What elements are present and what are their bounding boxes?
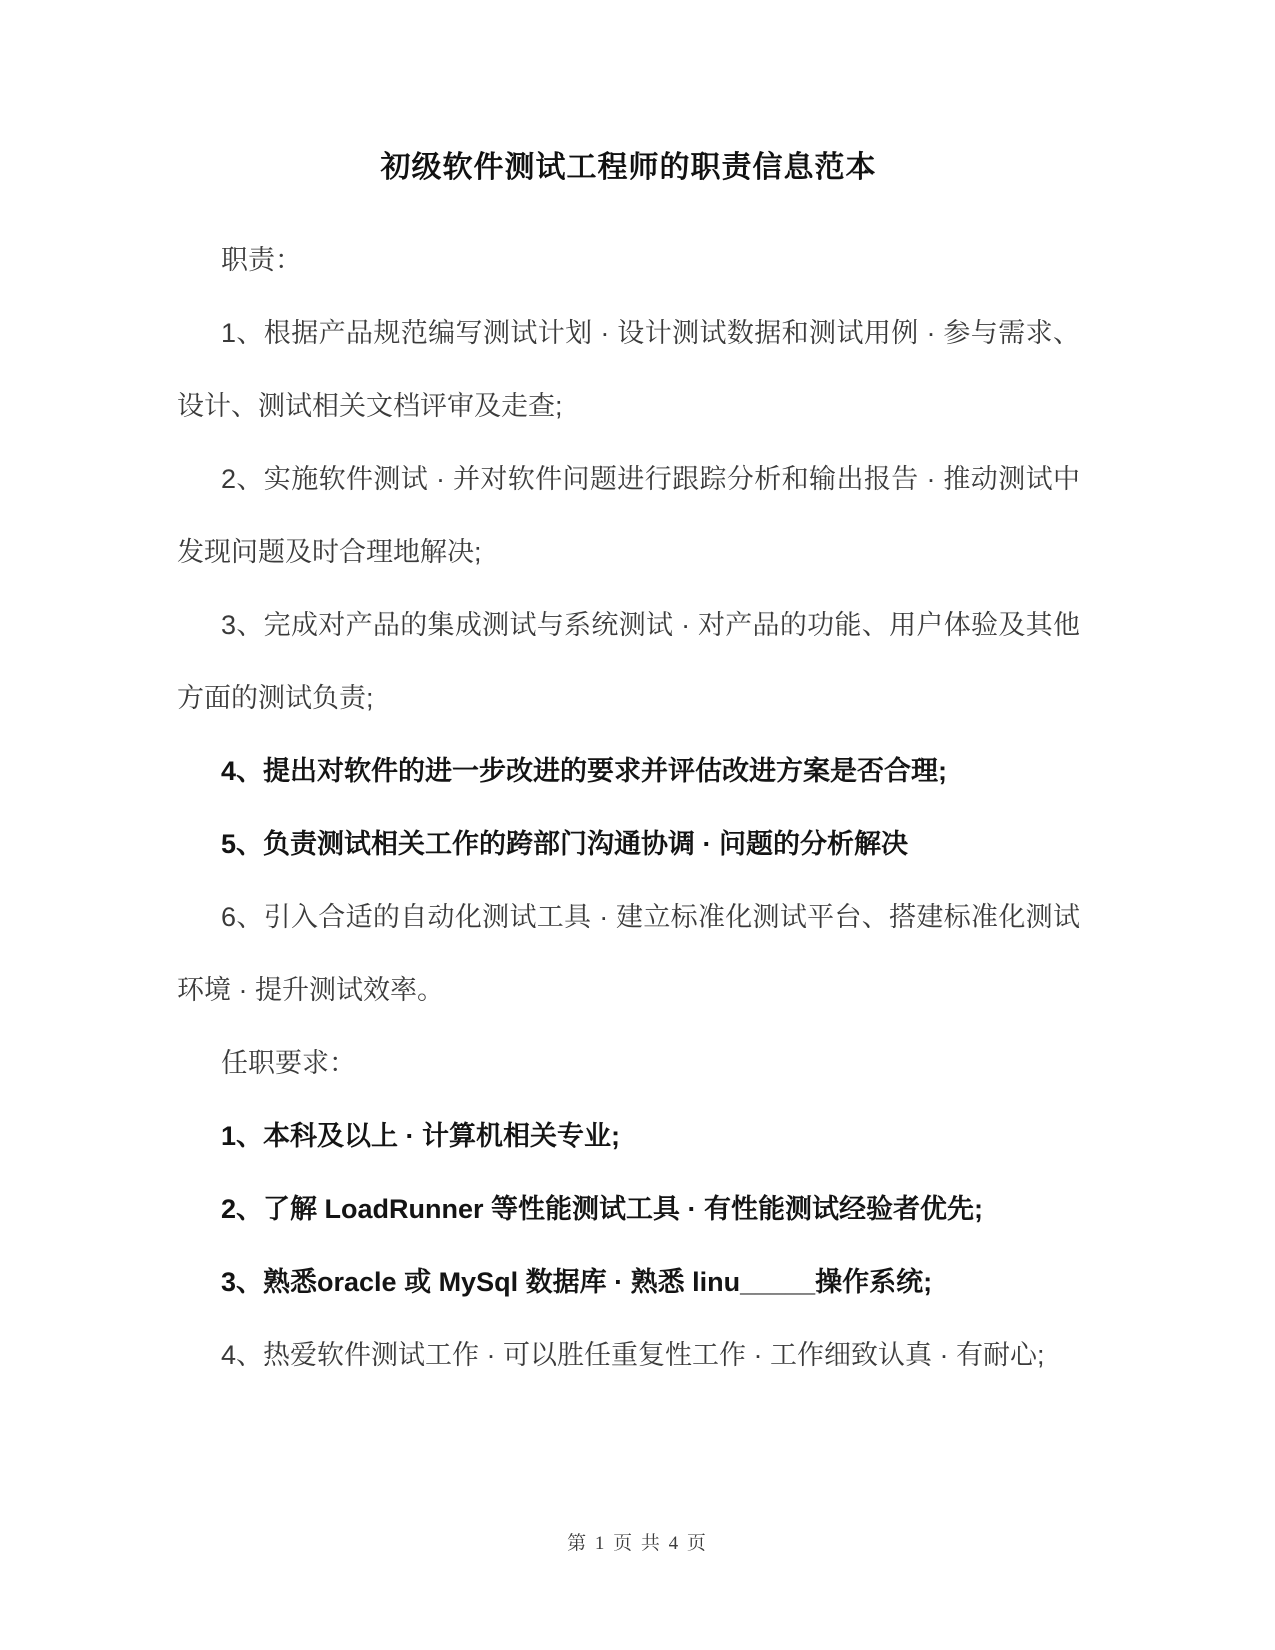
responsibility-item-2: 2、实施软件测试 · 并对软件问题进行跟踪分析和输出报告 · 推动测试中发现问题及时合理地解决; bbox=[177, 464, 1080, 567]
page-title: 初级软件测试工程师的职责信息范本 bbox=[380, 151, 877, 184]
responsibility-item-5: 5、负责测试相关工作的跨部门沟通协调 · 问题的分析解决 bbox=[221, 829, 909, 859]
responsibility-item-6: 6、引入合适的自动化测试工具 · 建立标准化测试平台、搭建标准化测试环境 · 提升测试效率。 bbox=[177, 902, 1080, 1005]
requirement-item-3: 3、熟悉oracle 或 MySql 数据库 · 熟悉 linu_____操作系统; bbox=[221, 1267, 933, 1297]
page-number-footer: 第 1 页 共 4 页 bbox=[567, 1533, 708, 1554]
requirements-label: 任职要求： bbox=[221, 1048, 356, 1078]
responsibility-item-3: 3、完成对产品的集成测试与系统测试 · 对产品的功能、用户体验及其他方面的测试负责; bbox=[177, 610, 1080, 713]
responsibilities-label: 职责： bbox=[221, 245, 302, 275]
requirement-item-4: 4、热爱软件测试工作 · 可以胜任重复性工作 · 工作细致认真 · 有耐心; bbox=[221, 1340, 1045, 1370]
requirement-item-1: 1、本科及以上 · 计算机相关专业; bbox=[221, 1121, 621, 1151]
requirement-item-2: 2、了解 LoadRunner 等性能测试工具 · 有性能测试经验者优先; bbox=[221, 1194, 983, 1224]
responsibility-item-1: 1、根据产品规范编写测试计划 · 设计测试数据和测试用例 · 参与需求、设计、测试相关文档评审及走查; bbox=[177, 318, 1080, 421]
responsibility-item-4: 4、提出对软件的进一步改进的要求并评估改进方案是否合理; bbox=[221, 756, 948, 786]
